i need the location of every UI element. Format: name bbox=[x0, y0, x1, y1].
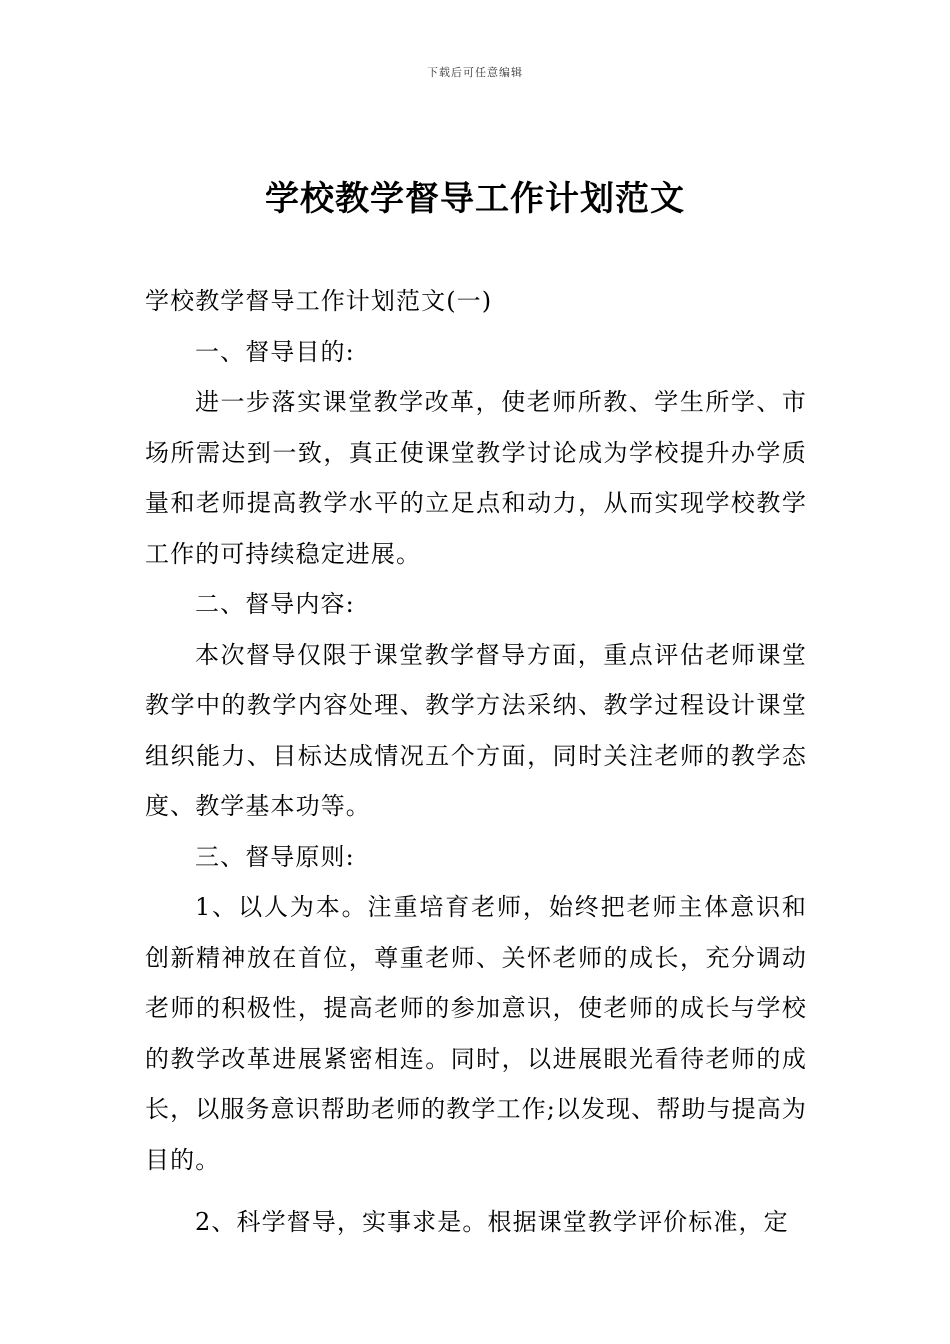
document-body bbox=[145, 276, 807, 1248]
header-note: 下载后可任意编辑 bbox=[427, 66, 523, 79]
paragraph-principle-2: 2、科学督导，实事求是。根据课堂教学评价标准，定 bbox=[195, 1208, 789, 1236]
heading-purpose: 一、督导目的: bbox=[195, 337, 355, 366]
paragraph-purpose: 进一步落实课堂教学改革，使老师所教、学生所学、市场所需达到一致，真正使课堂教学讨论成为学校提升办学质量和老师提高教学水平的立足点和动力，从而实现学校教学工作的可持续稳定进展。 bbox=[145, 388, 807, 568]
document-title: 学校教学督导工作计划范文 bbox=[265, 179, 685, 219]
heading-content: 二、督导内容: bbox=[195, 590, 355, 618]
paragraph-content: 本次督导仅限于课堂教学督导方面，重点评估老师课堂教学中的教学内容处理、教学方法采纳、教学过程设计课堂组织能力、目标达成情况五个方面，同时关注老师的教学态度、教学基本功等。 bbox=[145, 640, 807, 820]
section-subtitle: 学校教学督导工作计划范文(一) bbox=[145, 287, 493, 315]
heading-principles: 三、督导原则: bbox=[195, 842, 355, 871]
paragraph-principle-1: 1、以人为本。注重培育老师，始终把老师主体意识和创新精神放在首位，尊重老师、关怀老师的成长，充分调动老师的积极性，提高老师的参加意识，使老师的成长与学校的教学改革进展紧密相连。同时，以进展眼光看待老师的成长，以服务意识帮助老师的教学工作;以发现、帮助与提高为目的。 bbox=[145, 893, 807, 1174]
